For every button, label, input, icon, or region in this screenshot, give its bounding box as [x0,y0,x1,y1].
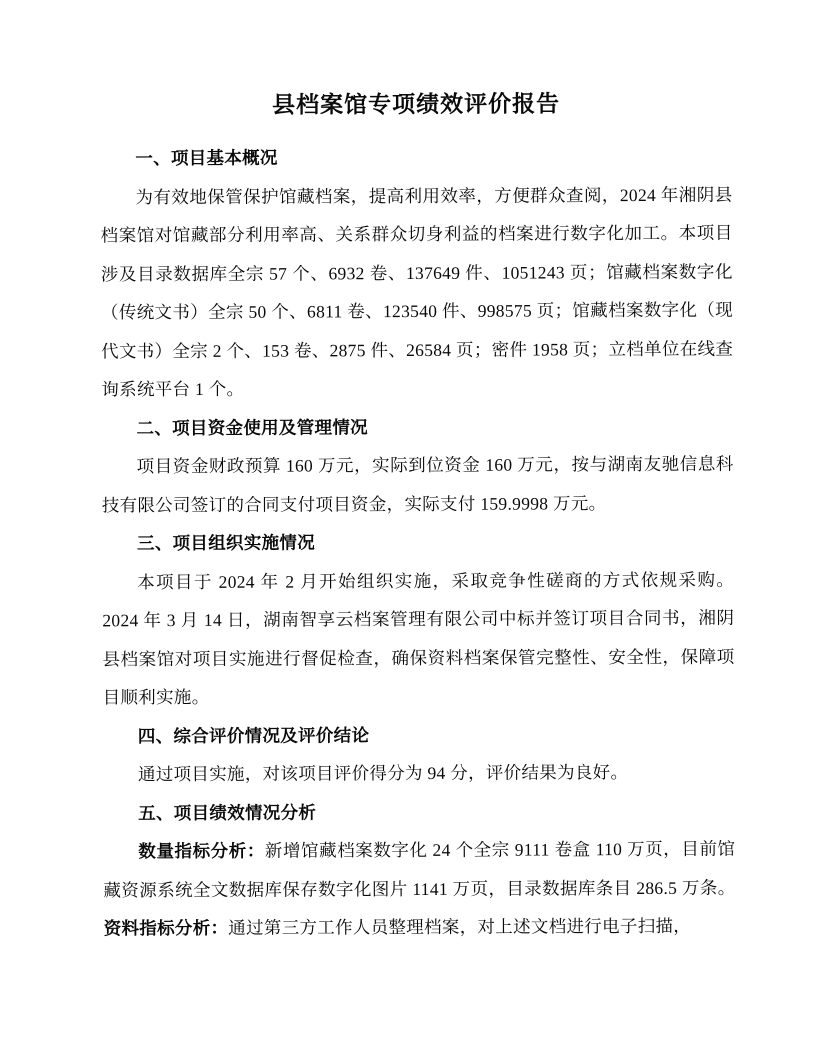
document-title: 县档案馆专项绩效评价报告 [272,91,561,118]
section-2-heading: 二、项目资金使用及管理情况 [136,416,368,438]
document-content [100,85,736,948]
section-4-paragraph: 通过项目实施，对该项目评价得分为 94 分，评价结果为良好。 [137,762,629,785]
section-3-paragraph: 本项目于 2024 年 2 月开始组织实施，采取竞争性磋商的方式依规采购。2024 年 3 月 14 日，湖南智享云档案管理有限公司中标并签订项目合同书，湘阴县档案馆对项目实施进行督促检查，确保资料档案保管完整性、安全性，保障项目顺利实施。 [102,569,735,708]
quantity-indicator-text: 新增馆藏档案数字化 24 个全宗 9111 卷盒 110 万页，目前馆藏资源系统全文数据库保存数字化图片 1141 万页，目录数据库条目 286.5 万条。 [103,838,736,900]
section-1-heading: 一、项目基本概况 [135,147,278,169]
quantity-indicator-label: 数量指标分析： [138,840,265,862]
material-indicator-label: 资料指标分析： [103,917,229,939]
section-1-paragraph: 为有效地保管保护馆藏档案，提高利用效率，方便群众查阅，2024 年湘阴县档案馆对馆藏部分利用率高、关系群众切身利益的档案进行数字化加工。本项目涉及目录数据库全宗 57 个、6932 卷、137649 件、1051243 页；馆藏档案数字化（传统文书）全宗 50 个、6811 卷、123540 件、998575 页；馆藏档案数字化（现代文书）全宗 2 个、153 卷、2875 件、26584 页；密件 1958 页；立档单位在线查询系统平台 1 个。 [100,184,734,400]
section-5-heading: 五、项目绩效情况分析 [138,801,317,823]
section-3-heading: 三、项目组织实施情况 [136,532,316,554]
section-5-paragraph [103,830,735,948]
material-indicator-text: 通过第三方工作人员整理档案，对上述文档进行电子扫描， [228,915,692,938]
section-4-heading: 四、综合评价情况及评价结论 [137,724,370,746]
section-2-paragraph: 项目资金财政预算 160 万元，实际到位资金 160 万元，按与湖南友驰信息科技有限公司签订的合同支付项目资金，实际支付 159.9998 万元。 [101,453,734,515]
